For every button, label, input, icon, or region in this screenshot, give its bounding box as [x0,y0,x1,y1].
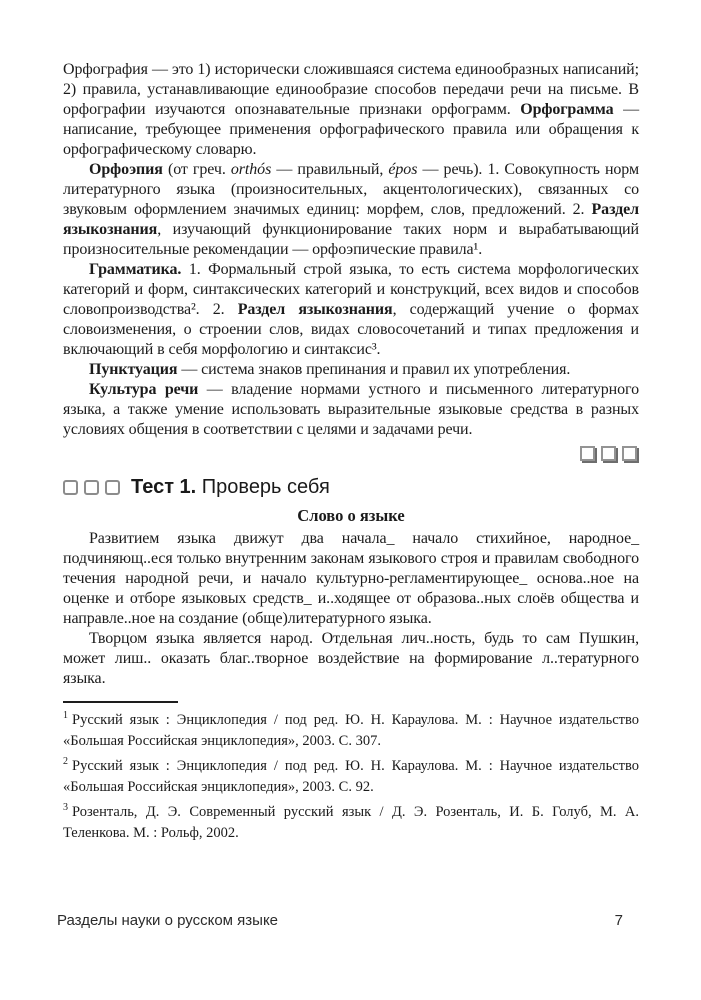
body-paragraph [63,260,639,360]
text-run: Орфография — это 1) исторически сложившаяся система единообразных написаний; 2) правила, устанавливающие единообразие способов передачи речи на письме. В орфографии изучаются опознавательные признаки орфограмм. [63,61,639,118]
footnote [63,756,639,798]
test-checkbox-icon [105,480,120,495]
text-run: , изучающий функционирование таких норм и вырабатывающий произносительные рекомендации — орфоэпические правила¹. [63,221,639,258]
body-paragraph [63,360,639,380]
text-run: Орфограмма [520,101,614,118]
body-paragraph [63,60,639,160]
footnote-separator [63,701,178,703]
exercise-paragraph [63,629,639,689]
text-run: — владение нормами устного и письменного литературного языка, а также умение использовать выразительные языковые средства в разных условиях общения в соответствии с целями и задачами речи. [63,381,639,438]
text-run: Творцом языка является народ. Отдельная лич..ность, будь то сам Пушкин, может лиш.. оказать благ..творное воздействие на формирование л..тературного языка. [63,630,639,687]
text-run: — правильный, [271,161,389,178]
text-run: Пунктуация [89,361,178,378]
text-run: — написание, требующее применения орфографического правила или обращения к орфографическому словарю. [63,101,639,158]
exercise-paragraph [63,529,639,629]
footnote-marker: 3 [63,802,68,814]
text-run: épos [388,161,418,178]
answer-checkbox-icon [601,446,616,461]
text-run: Раздел языкознания [237,301,393,318]
text-run: Развитием языка движут два начала_ начало стихийное, народное_ подчиняющ..еся только внутренним законам языкового строя и правилам свободного течения народной речи, и начало культурно-регламентирующее_ основа..ное на оценке и отборе языковых средств_ и..ходящее от образова..ных слоёв общества и направле..ное на создание (обще)литературного языка. [63,530,639,627]
answer-checkbox-icon [622,446,637,461]
text-run: — система знаков препинания и правил их употребления. [177,361,571,378]
body-paragraph [63,160,639,260]
test-title: Проверь себя [196,476,330,498]
test-checkbox-icon [63,480,78,495]
book-page [63,60,639,848]
text-run: orthós [230,161,272,178]
text-run: 1. Формальный строй языка, то есть система морфологических категорий и форм, синтаксических категорий и конструкций, всех видов и способов словопроизводства². 2. [63,261,639,318]
text-run: (от греч. [162,161,231,178]
footnote [63,802,639,844]
footnote-text: Русский язык : Энциклопедия / под ред. Ю. Н. Караулова. М. : Научное издательство «Большая Российская энциклопедия», 2003. С. 307. [63,712,639,749]
footnote-marker: 2 [63,756,68,768]
footnote-text: Розенталь, Д. Э. Современный русский язык / Д. Э. Розенталь, И. Б. Голуб, М. А. Теленкова. М. : Рольф, 2002. [63,804,639,841]
answer-checkbox-row [63,446,637,463]
text-run: Грамматика. [89,261,182,278]
text-run: Орфоэпия [89,161,163,178]
footnote-marker: 1 [63,710,68,722]
test-number-label: Тест 1. [131,476,197,498]
exercise-subtitle: Слово о языке [297,506,405,525]
footnote [63,710,639,752]
answer-checkbox-icon [580,446,595,461]
test-checkbox-icon [84,480,99,495]
text-run: Раздел языкознания [63,201,639,238]
body-paragraph [63,380,639,440]
text-run: — речь). 1. Совокупность норм литературного языка (произносительных, акцентологических), связанных со звуковым оформлением значимых единиц: морфем, слов, предложений. 2. [63,161,639,218]
page-number: 7 [614,912,623,929]
footnote-text: Русский язык : Энциклопедия / под ред. Ю. Н. Караулова. М. : Научное издательство «Большая Российская энциклопедия», 2003. С. 92. [63,758,639,795]
page-footer [57,912,623,929]
text-run: , содержащий учение о формах словоизменения, о строении слов, видах словосочетаний и типах предложения и включающий в себя морфологию и синтаксис³. [63,301,639,358]
text-run: Культура речи [89,381,199,398]
footer-section-title: Разделы науки о русском языке [57,912,279,929]
test-heading [63,476,639,499]
